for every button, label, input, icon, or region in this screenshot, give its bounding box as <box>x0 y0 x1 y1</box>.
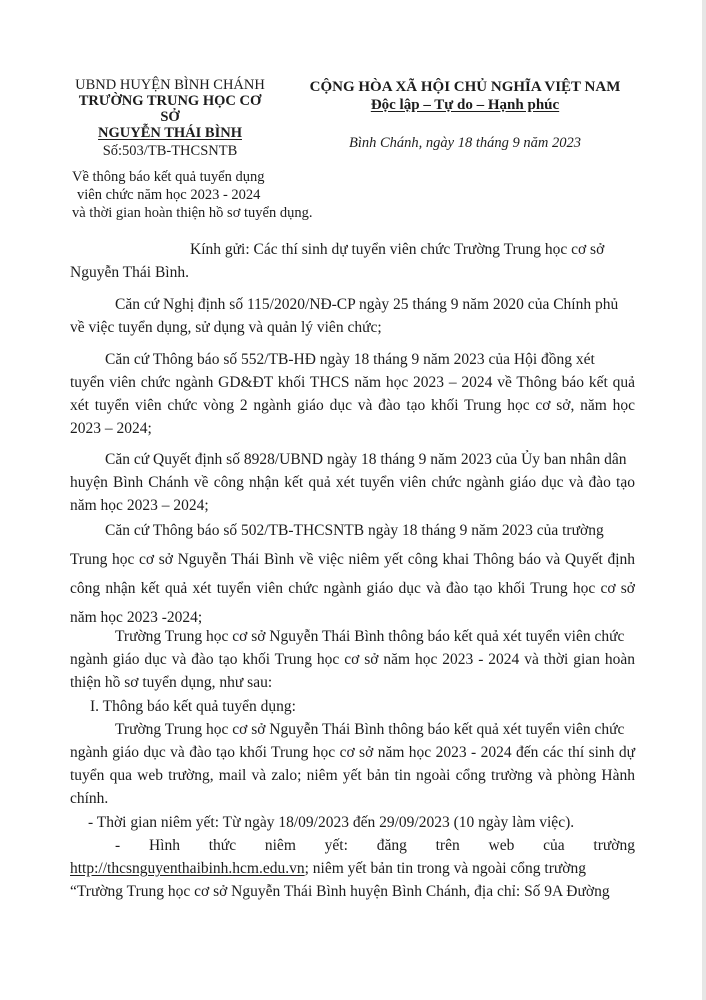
basis-2-rest: tuyển viên chức ngành GD&ĐT khối THCS năm học 2023 – 2024 về Thông báo kết quả xét tuyển viên chức vòng 2 ngành giáo dục và đào tạo khối Trung học cơ sở, năm học 2023 – 2024; <box>70 374 635 437</box>
district-name: UBND HUYỆN BÌNH CHÁNH <box>75 77 265 93</box>
national-title: CỘNG HÒA XÃ HỘI CHỦ NGHĨA VIỆT NAM <box>309 79 621 95</box>
announcement-rest: ngành giáo dục và đào tạo khối Trung học cơ sở năm học 2023 - 2024 và thời gian hoàn thiện hồ sơ tuyển dụng, như sau: <box>70 651 635 691</box>
posting-form-line1: - Hình thức niêm yết: đăng trên web của trường <box>115 837 635 854</box>
basis-3-rest: huyện Bình Chánh về công nhận kết quả xét tuyển viên chức ngành giáo dục và đào tạo năm học 2023 – 2024; <box>70 474 635 514</box>
posting-time: - Thời gian niêm yết: Từ ngày 18/09/2023 đến 29/09/2023 (10 ngày làm việc). <box>88 814 575 831</box>
school-name-line1: TRƯỜNG TRUNG HỌC CƠ SỞ <box>78 93 262 125</box>
posting-form-after-link: ; niêm yết bản tin trong và ngoài cổng trường <box>304 860 586 877</box>
basis-1-line1: Căn cứ Nghị định số 115/2020/NĐ-CP ngày 25 tháng 9 năm 2020 của Chính phủ <box>115 296 619 313</box>
section-1-paragraph <box>70 718 635 810</box>
section-1-line1: Trường Trung học cơ sở Nguyễn Thái Bình thông báo kết quả xét tuyển viên chức <box>115 721 625 738</box>
basis-4-line1: Căn cứ Thông báo số 502/TB-THCSNTB ngày 18 tháng 9 năm 2023 của trường <box>105 522 604 539</box>
basis-1-rest: về việc tuyển dụng, sử dụng và quản lý viên chức; <box>70 319 382 336</box>
school-website-link[interactable]: http://thcsnguyenthaibinh.hcm.edu.vn <box>70 860 305 877</box>
section-1-heading: I. Thông báo kết quả tuyển dụng: <box>90 698 296 715</box>
school-name-line2: NGUYỄN THÁI BÌNH <box>98 125 242 141</box>
section-1-rest: ngành giáo dục và đào tạo khối Trung học cơ sở năm học 2023 - 2024 đến các thí sinh dự tuyển qua web trường, mail và zalo; niêm yết bản tin ngoài cổng trường và phòng Hành chính. <box>70 744 635 807</box>
basis-4-rest: Trung học cơ sở Nguyễn Thái Bình về việc niêm yết công khai Thông báo và Quyết định công nhận kết quả xét tuyển viên chức ngành giáo dục và đào tạo khối Trung học cơ sở năm học 2023 -2024; <box>70 551 635 626</box>
basis-paragraph-1 <box>70 293 635 339</box>
header-left <box>70 77 270 159</box>
document-number: Số:503/TB-THCSNTB <box>102 143 238 159</box>
basis-3-line1: Căn cứ Quyết định số 8928/UBND ngày 18 tháng 9 năm 2023 của Ủy ban nhân dân <box>105 451 627 468</box>
posting-form-paragraph <box>70 834 635 903</box>
page-edge-shadow <box>702 0 706 1000</box>
subject-line3: và thời gian hoàn thiện hồ sơ tuyển dụng. <box>72 205 313 221</box>
recipient-line2: Nguyễn Thái Bình. <box>70 264 189 281</box>
subject-line1: Về thông báo kết quả tuyển dụng <box>72 169 265 185</box>
recipient <box>70 238 650 284</box>
basis-paragraph-2 <box>70 348 635 440</box>
announcement-line1: Trường Trung học cơ sở Nguyễn Thái Bình thông báo kết quả xét tuyển viên chức <box>115 628 625 645</box>
national-motto: Độc lập – Tự do – Hạnh phúc <box>370 97 560 113</box>
basis-paragraph-4 <box>70 516 635 632</box>
header-right <box>300 78 630 152</box>
posting-form-line3: “Trường Trung học cơ sở Nguyễn Thái Bình huyện Bình Chánh, địa chỉ: Số 9A Đường <box>70 883 610 900</box>
basis-2-line1: Căn cứ Thông báo số 552/TB-HĐ ngày 18 tháng 9 năm 2023 của Hội đồng xét <box>105 351 595 368</box>
place-date: Bình Chánh, ngày 18 tháng 9 năm 2023 <box>349 135 581 151</box>
subject-line2: viên chức năm học 2023 - 2024 <box>77 187 261 203</box>
subject <box>72 168 392 222</box>
announcement-paragraph <box>70 625 635 694</box>
basis-paragraph-3 <box>70 448 635 517</box>
recipient-line1: Kính gửi: Các thí sinh dự tuyển viên chức Trường Trung học cơ sở <box>190 241 605 258</box>
